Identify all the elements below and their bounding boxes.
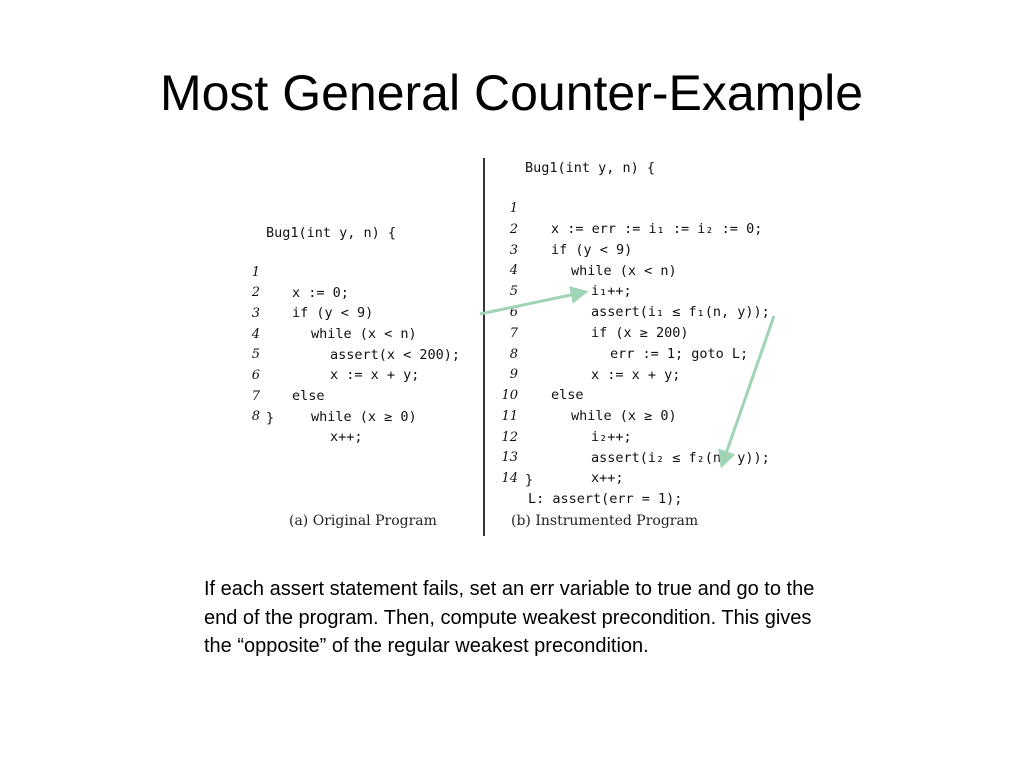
- code-statement: assert(x < 200);: [330, 347, 461, 363]
- code-statement: if (y < 9): [292, 305, 374, 321]
- code-statement: i₁++;: [591, 283, 632, 299]
- line-number: 5: [251, 347, 260, 362]
- line-number: 4: [251, 327, 260, 342]
- line-number: 2: [251, 285, 260, 300]
- code-statement: x := x + y;: [591, 367, 681, 383]
- code-statement: L: assert(err = 1);: [528, 491, 683, 507]
- line-number: 5: [509, 284, 518, 299]
- caption-original: (a) Original Program: [289, 513, 437, 529]
- line-number: 3: [251, 306, 260, 321]
- code-statement: assert(i₂ ≤ f₂(n, y));: [591, 450, 770, 466]
- line-number: 7: [251, 389, 260, 404]
- line-number: 6: [509, 305, 518, 320]
- line-number: 11: [501, 409, 518, 424]
- code-footer: }: [266, 410, 275, 426]
- code-header: Bug1(int y, n) {: [266, 225, 397, 241]
- line-number: 10: [501, 388, 518, 403]
- code-statement: else: [551, 387, 584, 403]
- code-statement: if (y < 9): [551, 242, 633, 258]
- code-statement: if (x ≥ 200): [591, 325, 689, 341]
- code-footer: }: [525, 472, 534, 488]
- line-number: 2: [509, 222, 518, 237]
- code-statement: while (x ≥ 0): [311, 409, 417, 425]
- code-statement: x++;: [330, 429, 363, 445]
- code-statement: x := err := i₁ := i₂ := 0;: [551, 221, 763, 237]
- line-number: 7: [509, 326, 518, 341]
- line-number: 3: [509, 243, 518, 258]
- slide-description: If each assert statement fails, set an err variable to true and go to the end of the program. Then, compute weakest precondition. This gives the “opposite” of the regular weakest precondition.: [204, 578, 815, 657]
- arrow-assert-to-check: [480, 292, 585, 314]
- line-number: 6: [251, 368, 260, 383]
- code-statement: while (x < n): [571, 263, 677, 279]
- line-number: 1: [509, 201, 518, 216]
- slide-title: Most General Counter-Example: [159, 65, 864, 121]
- line-number: 13: [501, 450, 518, 465]
- caption-instrumented: (b) Instrumented Program: [511, 513, 699, 529]
- line-number: 8: [251, 409, 260, 424]
- code-statement: x++;: [591, 470, 624, 486]
- line-number: 1: [251, 265, 260, 280]
- line-number: 14: [501, 471, 518, 486]
- code-header: Bug1(int y, n) {: [525, 160, 656, 176]
- code-statement: assert(i₁ ≤ f₁(n, y));: [591, 304, 770, 320]
- code-statement: while (x < n): [311, 326, 417, 342]
- line-number: 4: [509, 263, 518, 278]
- code-statement: while (x ≥ 0): [571, 408, 677, 424]
- code-statement: x := 0;: [292, 285, 349, 301]
- line-number: 8: [509, 347, 518, 362]
- code-statement: else: [292, 388, 325, 404]
- code-statement: x := x + y;: [330, 367, 420, 383]
- line-number: 12: [501, 430, 518, 445]
- arrow-goto-to-label: [722, 316, 774, 465]
- code-statement: err := 1; goto L;: [610, 346, 749, 362]
- code-statement: i₂++;: [591, 429, 632, 445]
- line-number: 9: [509, 367, 518, 382]
